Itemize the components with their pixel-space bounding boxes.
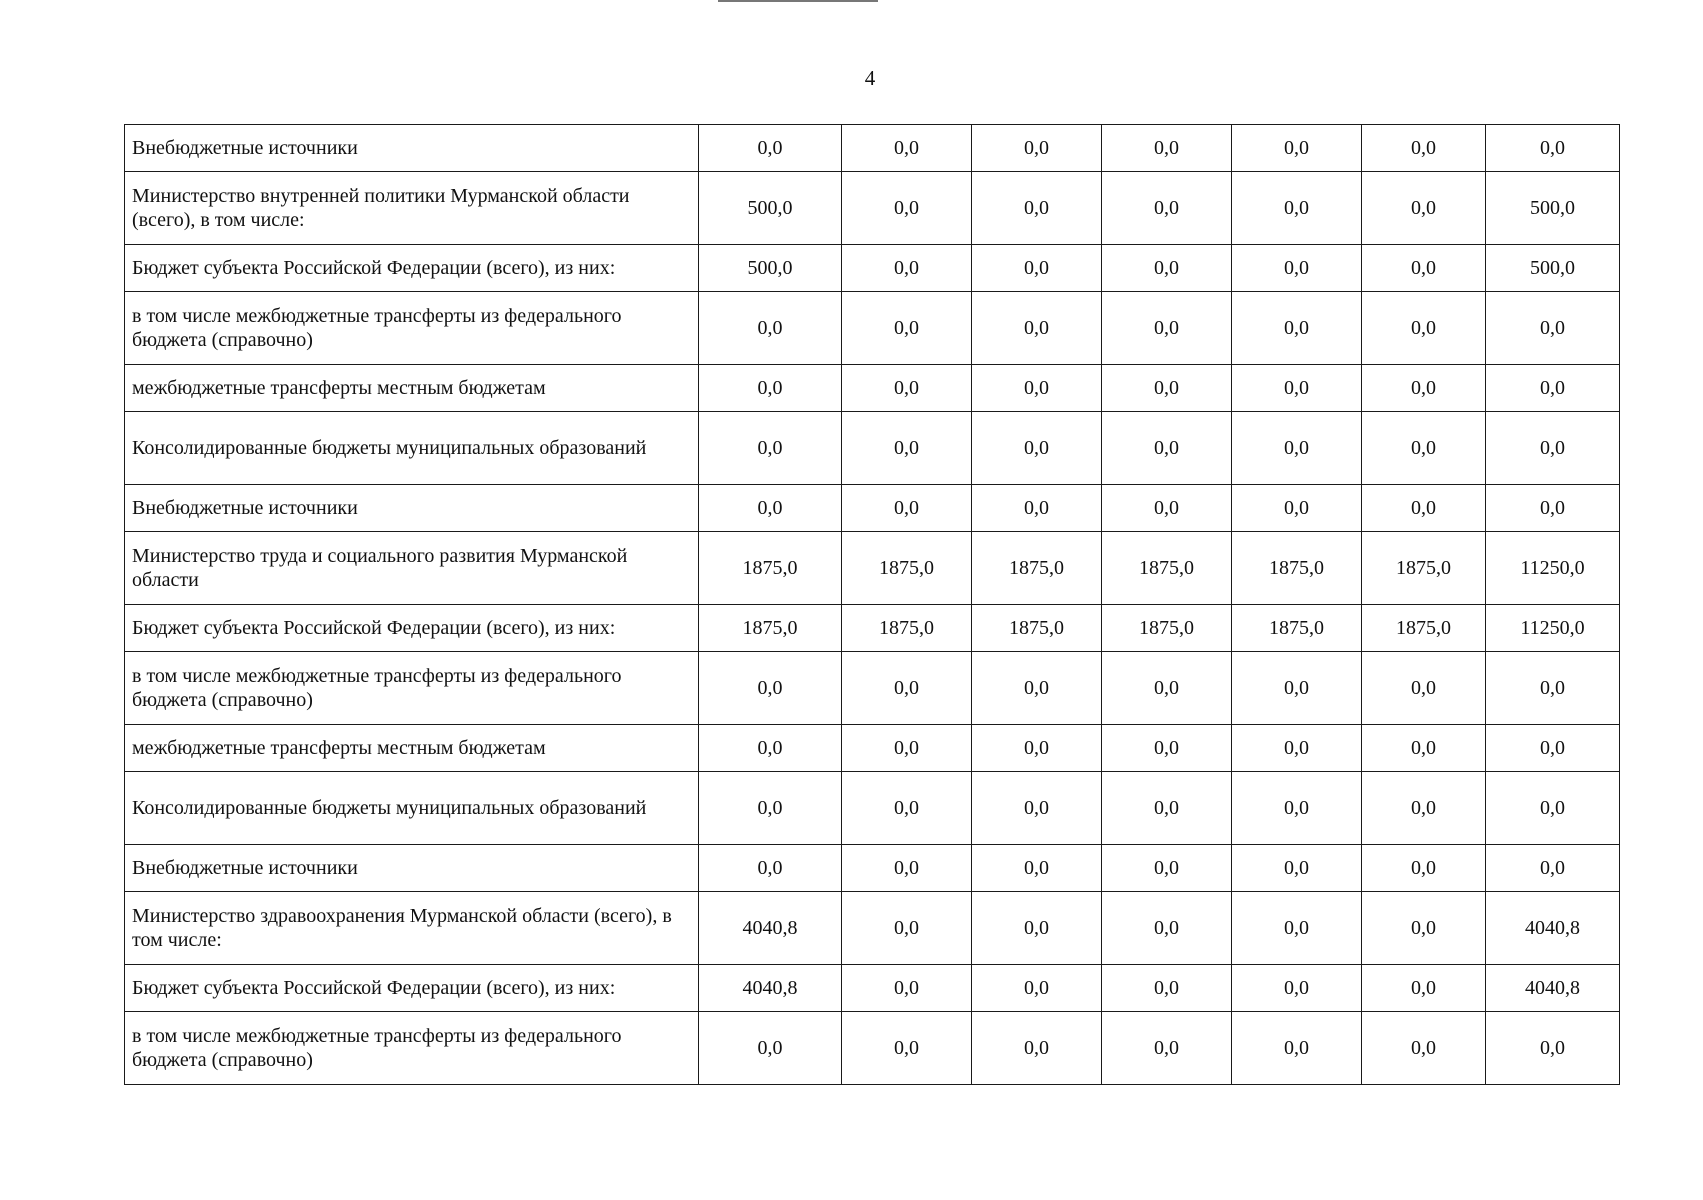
value-cell: 0,0 bbox=[842, 1012, 972, 1085]
value-cell: 0,0 bbox=[972, 412, 1102, 485]
row-label: Бюджет субъекта Российской Федерации (всего), из них: bbox=[125, 245, 699, 292]
row-label: Бюджет субъекта Российской Федерации (всего), из них: bbox=[125, 965, 699, 1012]
value-cell: 0,0 bbox=[1102, 172, 1232, 245]
value-cell: 1875,0 bbox=[972, 532, 1102, 605]
budget-table-body bbox=[125, 125, 1620, 1085]
value-cell: 0,0 bbox=[699, 485, 842, 532]
row-label: Консолидированные бюджеты муниципальных образований bbox=[125, 412, 699, 485]
row-label: Министерство здравоохранения Мурманской области (всего), в том числе: bbox=[125, 892, 699, 965]
row-total-cell: 11250,0 bbox=[1486, 605, 1620, 652]
value-cell: 0,0 bbox=[1232, 845, 1362, 892]
value-cell: 0,0 bbox=[1362, 965, 1486, 1012]
row-label: Министерство труда и социального развития Мурманской области bbox=[125, 532, 699, 605]
value-cell: 0,0 bbox=[1102, 772, 1232, 845]
value-cell: 0,0 bbox=[842, 365, 972, 412]
value-cell: 1875,0 bbox=[1102, 605, 1232, 652]
value-cell: 0,0 bbox=[699, 365, 842, 412]
value-cell: 0,0 bbox=[1232, 1012, 1362, 1085]
value-cell: 0,0 bbox=[1102, 1012, 1232, 1085]
value-cell: 0,0 bbox=[1232, 172, 1362, 245]
table-row bbox=[125, 1012, 1620, 1085]
value-cell: 0,0 bbox=[842, 292, 972, 365]
row-total-cell: 0,0 bbox=[1486, 1012, 1620, 1085]
row-label: в том числе межбюджетные трансферты из федерального бюджета (справочно) bbox=[125, 652, 699, 725]
value-cell: 0,0 bbox=[972, 892, 1102, 965]
row-label: Бюджет субъекта Российской Федерации (всего), из них: bbox=[125, 605, 699, 652]
value-cell: 0,0 bbox=[1232, 772, 1362, 845]
value-cell: 0,0 bbox=[1102, 412, 1232, 485]
value-cell: 0,0 bbox=[1232, 245, 1362, 292]
row-label: в том числе межбюджетные трансферты из федерального бюджета (справочно) bbox=[125, 292, 699, 365]
value-cell: 0,0 bbox=[1232, 365, 1362, 412]
row-total-cell: 4040,8 bbox=[1486, 965, 1620, 1012]
value-cell: 0,0 bbox=[1102, 245, 1232, 292]
value-cell: 0,0 bbox=[842, 892, 972, 965]
value-cell: 0,0 bbox=[1102, 725, 1232, 772]
value-cell: 0,0 bbox=[699, 412, 842, 485]
value-cell: 0,0 bbox=[972, 125, 1102, 172]
value-cell: 0,0 bbox=[699, 125, 842, 172]
row-total-cell: 0,0 bbox=[1486, 772, 1620, 845]
value-cell: 1875,0 bbox=[842, 605, 972, 652]
value-cell: 0,0 bbox=[972, 245, 1102, 292]
value-cell: 0,0 bbox=[972, 965, 1102, 1012]
row-total-cell: 0,0 bbox=[1486, 845, 1620, 892]
value-cell: 0,0 bbox=[1362, 652, 1486, 725]
value-cell: 1875,0 bbox=[972, 605, 1102, 652]
value-cell: 0,0 bbox=[1232, 892, 1362, 965]
row-label: Консолидированные бюджеты муниципальных образований bbox=[125, 772, 699, 845]
value-cell: 0,0 bbox=[972, 845, 1102, 892]
value-cell: 0,0 bbox=[699, 772, 842, 845]
value-cell: 1875,0 bbox=[1362, 605, 1486, 652]
value-cell: 0,0 bbox=[1232, 125, 1362, 172]
value-cell: 0,0 bbox=[1362, 125, 1486, 172]
value-cell: 0,0 bbox=[1362, 845, 1486, 892]
value-cell: 0,0 bbox=[972, 172, 1102, 245]
value-cell: 0,0 bbox=[842, 845, 972, 892]
row-label: в том числе межбюджетные трансферты из федерального бюджета (справочно) bbox=[125, 1012, 699, 1085]
value-cell: 0,0 bbox=[972, 1012, 1102, 1085]
table-row bbox=[125, 245, 1620, 292]
value-cell: 0,0 bbox=[1102, 965, 1232, 1012]
row-total-cell: 500,0 bbox=[1486, 245, 1620, 292]
table-row bbox=[125, 292, 1620, 365]
value-cell: 0,0 bbox=[1362, 412, 1486, 485]
value-cell: 1875,0 bbox=[842, 532, 972, 605]
row-label: Внебюджетные источники bbox=[125, 485, 699, 532]
value-cell: 1875,0 bbox=[699, 532, 842, 605]
table-row bbox=[125, 965, 1620, 1012]
row-label: межбюджетные трансферты местным бюджетам bbox=[125, 725, 699, 772]
value-cell: 0,0 bbox=[699, 1012, 842, 1085]
value-cell: 0,0 bbox=[1232, 725, 1362, 772]
table-row bbox=[125, 485, 1620, 532]
value-cell: 4040,8 bbox=[699, 965, 842, 1012]
page-number: 4 bbox=[864, 66, 876, 90]
row-label: Внебюджетные источники bbox=[125, 845, 699, 892]
value-cell: 0,0 bbox=[1102, 485, 1232, 532]
table-row bbox=[125, 725, 1620, 772]
value-cell: 0,0 bbox=[842, 772, 972, 845]
value-cell: 1875,0 bbox=[699, 605, 842, 652]
value-cell: 0,0 bbox=[972, 485, 1102, 532]
value-cell: 0,0 bbox=[842, 245, 972, 292]
table-row bbox=[125, 605, 1620, 652]
table-row bbox=[125, 125, 1620, 172]
value-cell: 0,0 bbox=[1102, 892, 1232, 965]
value-cell: 0,0 bbox=[699, 652, 842, 725]
value-cell: 0,0 bbox=[699, 292, 842, 365]
value-cell: 0,0 bbox=[972, 292, 1102, 365]
row-total-cell: 11250,0 bbox=[1486, 532, 1620, 605]
value-cell: 0,0 bbox=[1232, 485, 1362, 532]
row-total-cell: 0,0 bbox=[1486, 365, 1620, 412]
value-cell: 1875,0 bbox=[1362, 532, 1486, 605]
value-cell: 500,0 bbox=[699, 245, 842, 292]
row-total-cell: 4040,8 bbox=[1486, 892, 1620, 965]
value-cell: 0,0 bbox=[972, 652, 1102, 725]
row-total-cell: 500,0 bbox=[1486, 172, 1620, 245]
row-total-cell: 0,0 bbox=[1486, 485, 1620, 532]
table-row bbox=[125, 652, 1620, 725]
value-cell: 0,0 bbox=[972, 725, 1102, 772]
value-cell: 0,0 bbox=[1102, 652, 1232, 725]
value-cell: 1875,0 bbox=[1102, 532, 1232, 605]
row-total-cell: 0,0 bbox=[1486, 292, 1620, 365]
table-row bbox=[125, 412, 1620, 485]
value-cell: 0,0 bbox=[1232, 292, 1362, 365]
value-cell: 0,0 bbox=[842, 485, 972, 532]
value-cell: 0,0 bbox=[1362, 725, 1486, 772]
row-label: межбюджетные трансферты местным бюджетам bbox=[125, 365, 699, 412]
table-row bbox=[125, 532, 1620, 605]
row-total-cell: 0,0 bbox=[1486, 652, 1620, 725]
value-cell: 0,0 bbox=[972, 772, 1102, 845]
table-row bbox=[125, 892, 1620, 965]
row-label: Внебюджетные источники bbox=[125, 125, 699, 172]
value-cell: 500,0 bbox=[699, 172, 842, 245]
value-cell: 0,0 bbox=[1362, 485, 1486, 532]
value-cell: 0,0 bbox=[1362, 245, 1486, 292]
table-row bbox=[125, 172, 1620, 245]
value-cell: 0,0 bbox=[1232, 965, 1362, 1012]
value-cell: 0,0 bbox=[699, 845, 842, 892]
value-cell: 0,0 bbox=[842, 125, 972, 172]
value-cell: 0,0 bbox=[1362, 1012, 1486, 1085]
value-cell: 0,0 bbox=[1102, 125, 1232, 172]
table-row bbox=[125, 772, 1620, 845]
value-cell: 0,0 bbox=[1362, 292, 1486, 365]
table-row bbox=[125, 365, 1620, 412]
value-cell: 0,0 bbox=[842, 725, 972, 772]
value-cell: 0,0 bbox=[1232, 412, 1362, 485]
row-total-cell: 0,0 bbox=[1486, 125, 1620, 172]
value-cell: 0,0 bbox=[972, 365, 1102, 412]
value-cell: 0,0 bbox=[1362, 172, 1486, 245]
value-cell: 0,0 bbox=[699, 725, 842, 772]
value-cell: 0,0 bbox=[1232, 652, 1362, 725]
value-cell: 1875,0 bbox=[1232, 605, 1362, 652]
value-cell: 0,0 bbox=[842, 412, 972, 485]
value-cell: 0,0 bbox=[842, 652, 972, 725]
row-label: Министерство внутренней политики Мурманской области (всего), в том числе: bbox=[125, 172, 699, 245]
table-row bbox=[125, 845, 1620, 892]
row-total-cell: 0,0 bbox=[1486, 412, 1620, 485]
value-cell: 0,0 bbox=[1102, 845, 1232, 892]
value-cell: 0,0 bbox=[1362, 365, 1486, 412]
top-rule bbox=[718, 0, 878, 2]
value-cell: 0,0 bbox=[1362, 772, 1486, 845]
row-total-cell: 0,0 bbox=[1486, 725, 1620, 772]
value-cell: 1875,0 bbox=[1232, 532, 1362, 605]
budget-table bbox=[124, 124, 1620, 1085]
value-cell: 4040,8 bbox=[699, 892, 842, 965]
value-cell: 0,0 bbox=[1362, 892, 1486, 965]
value-cell: 0,0 bbox=[1102, 365, 1232, 412]
value-cell: 0,0 bbox=[842, 965, 972, 1012]
value-cell: 0,0 bbox=[842, 172, 972, 245]
value-cell: 0,0 bbox=[1102, 292, 1232, 365]
